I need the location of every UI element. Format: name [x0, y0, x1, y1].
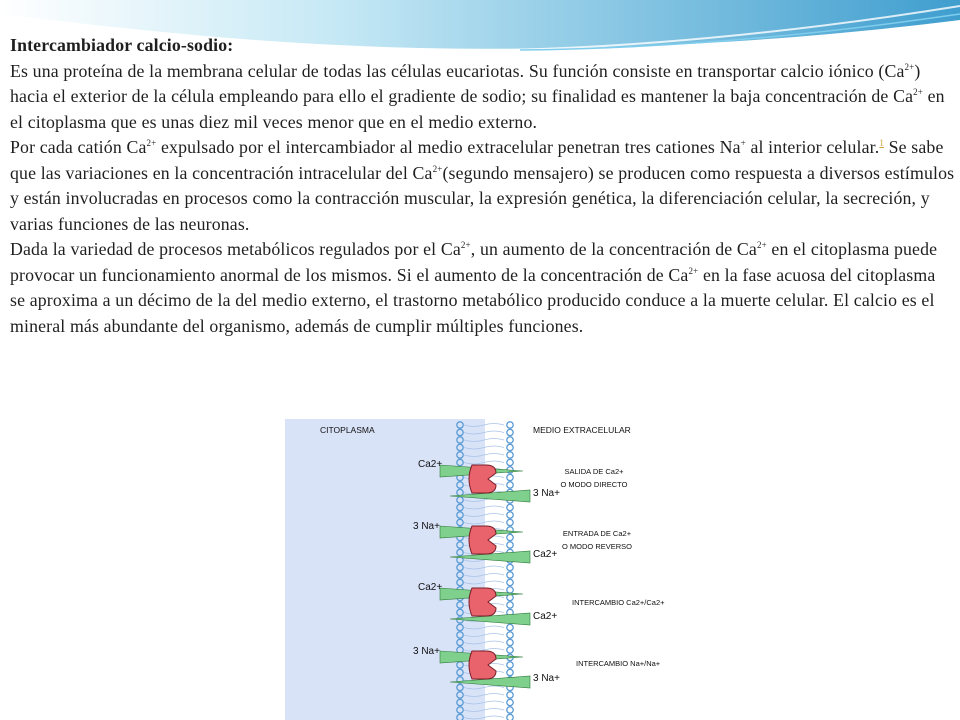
extracellular-label: MEDIO EXTRACELULAR: [533, 425, 631, 435]
na-right-1: 3 Na+: [533, 488, 560, 499]
superscript: 2+: [460, 240, 471, 250]
superscript: 2+: [432, 163, 443, 174]
mode2-line2: O MODO REVERSO: [561, 542, 633, 551]
mode1-line2: O MODO DIRECTO: [560, 480, 628, 489]
text-run: Por cada catión Ca: [10, 137, 147, 157]
ca-right-2: Ca2+: [533, 549, 558, 560]
na-left-2: 3 Na+: [413, 521, 440, 532]
paragraph-1: [10, 59, 955, 136]
text-run: en el citoplasma que es unas diez mil veces menor que en el medio externo.: [10, 86, 945, 132]
text-run: en la fase acuosa del citoplasma se aproxima a un décimo de la del medio externo, el trastorno metabólico producido conduce a la muerte celular. El calcio es el mineral más abundante del organismo, además de cumplir múltiples funciones.: [10, 264, 936, 336]
text-run: expulsado por el intercambiador al medio extracelular penetran tres cationes Na: [156, 137, 741, 157]
superscript: 2+: [913, 87, 924, 97]
superscript: 2+: [146, 138, 157, 148]
exchanger-diagram: [285, 419, 686, 720]
na-left-4: 3 Na+: [413, 646, 440, 657]
text-run: Es una proteína de la membrana celular de todas las células eucariotas. Su función consiste en transportar calcio iónico (Ca: [10, 60, 905, 81]
extracellular-region: [485, 419, 686, 720]
ca-left-1: Ca2+: [418, 459, 443, 470]
mode2-line1: ENTRADA DE Ca2+: [562, 529, 632, 538]
mode3-label: INTERCAMBIO Ca2+/Ca2+: [572, 598, 665, 607]
text-run: (segundo mensajero) se producen como respuesta a diversos estímulos y están involucradas en procesos como la contracción muscular, la expresión genética, la diferenciación celular, la secreción, y varias funciones de las neuronas.: [10, 162, 955, 234]
cytoplasm-label: CITOPLASMA: [320, 425, 375, 435]
text-run: en el citoplasma puede provocar un funcionamiento anormal de los mismos. Si el aumento de la concentración de Ca: [10, 239, 938, 285]
superscript: 2+: [904, 61, 915, 72]
na-right-4: 3 Na+: [533, 673, 560, 684]
ca-right-3: Ca2+: [533, 611, 558, 622]
mode4-label: INTERCAMBIO Na+/Na+: [576, 659, 661, 668]
superscript: 2+: [756, 240, 767, 250]
paragraph-3: [10, 237, 955, 339]
ca-left-3: Ca2+: [418, 582, 443, 593]
text-run: Se sabe que las variaciones en la concentración intracelular del Ca: [10, 137, 944, 183]
superscript: +: [740, 138, 746, 148]
body-text: [10, 33, 955, 339]
text-run: Dada la variedad de procesos metabólicos regulados por el Ca: [10, 239, 461, 259]
reference-link[interactable]: 1: [879, 138, 885, 148]
cytoplasm-region: [285, 419, 485, 720]
paragraph-2: [10, 135, 955, 237]
text-run: al interior celular.: [745, 137, 880, 157]
text-run: , un aumento de la concentración de Ca: [470, 239, 757, 259]
text-run: ) hacia el exterior de la célula empleando para ello el gradiente de sodio; su finalidad es mantener la baja concentración de Ca: [10, 60, 921, 106]
mode1-line1: SALIDA DE Ca2+: [564, 467, 624, 476]
superscript: 2+: [688, 265, 699, 276]
heading: Intercambiador calcio-sodio:: [10, 35, 234, 55]
